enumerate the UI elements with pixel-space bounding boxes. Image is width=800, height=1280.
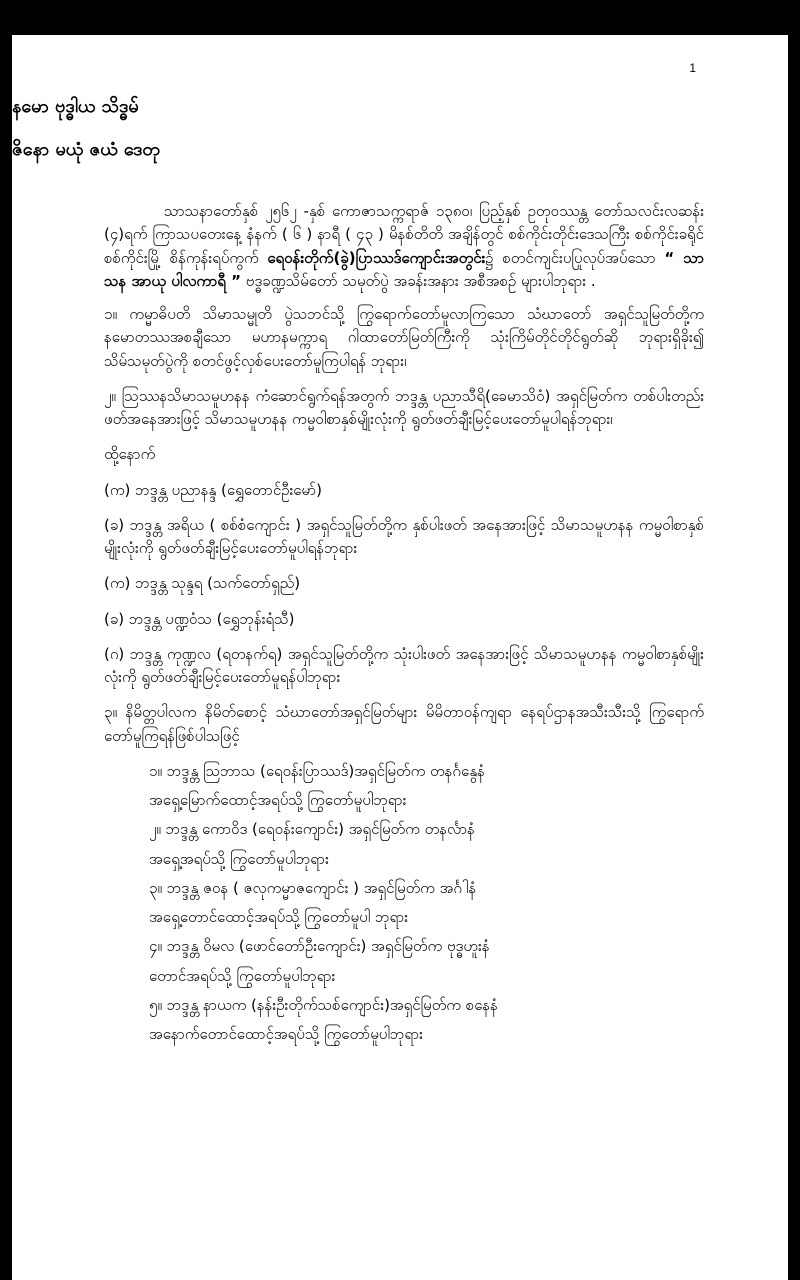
- title-block: [12, 93, 788, 165]
- page-number: 1: [689, 61, 696, 75]
- list-item: အရှေ့တောင်ထောင့်အရပ်သို့ ကြွတော်မူပါ ဘုရား: [149, 908, 409, 926]
- document-title-line-1: နမော ဗုဒ္ဓါယ သိဒ္ဓမ်: [12, 96, 139, 117]
- paragraph-2: ၂။ သြဿနသိမာသမူဟနန ကံဆောင်ရွက်ရန်အတွက် ဘဒ္ဒန္တ ပညာသီရိ(ခေမာသိဝံ) အရှင်မြတ်က တစ်ပါးတည်း ဖတ်အနေအားဖြင့် သိမာသမူဟနန ကမ္မဝါစာနှစ်မျိုးလုံးကို ရွတ်ဖတ်ချီးမြင့်ပေးတော်မူပါရန်ဘုရား၊: [104, 386, 704, 428]
- list-item: အနောက်တောင်ထောင့်အရပ်သို့ ကြွတော်မူပါဘုရား: [149, 1025, 423, 1043]
- document-page: [12, 35, 788, 1280]
- list-item: ၅။ ဘဒ္ဒန္တ နာယက (နန်းဦးတိုက်သစ်ကျောင်း)အရှင်မြတ်က စနေနံ: [149, 995, 498, 1014]
- intro-text-3: ဗဒ္ဓခဏ္ဍသိမ်တော် သမုတ်ပွဲ အခန်းအနား အစီအစဉ် များပါဘုရား .: [245, 271, 596, 290]
- paragraph-3: ၃။ နိမိတ္တပါလက နိမိတ်စောင့် သံဃာတော်အရှင်မြတ်များ မိမိတာဝန်ကျရာ နေရပ်ဌာနအသီးသီးသို့ ကြွရောက်တော်မူကြရန်ဖြစ်ပါသဖြင့်: [104, 703, 704, 745]
- then-label: ထို့နောက်: [104, 445, 156, 464]
- intro-text-1: သာသနာတော်နှစ် ၂၅၆၂ -နှစ် ကောဇာသက္ကရာဇ် ၁၃၈၀၊ ပြည့်နှစ် ဥတုဝဿန္တ တော်သလင်းလဆန်း (၄)ရက် ကြာသပတေးနေ့ နံနက် ( ၆ ) နာရီ ( ၄၃ ) မိနစ်တိတိ အချိန်တွင် စစ်ကိုင်းတိုင်းဒေသကြီး စစ်ကိုင်းခရိုင် စစ်ကိုင်းမြို့ စိန်ကုန်းရပ်ကွက်: [104, 202, 704, 267]
- item-ka-2: (က) ဘဒ္ဒန္တ သုန္ဒရ (သက်တော်ရှည်): [104, 574, 301, 593]
- item-ga: (ဂ) ဘဒ္ဒန္တ ကုဏ္ဍလ (ရတနက်ရ) အရှင်သူမြတ်တို့က သုံးပါးဖတ် အနေအားဖြင့် သိမာသမူဟနန ကမ္မဝါစာနှစ်မျိုးလုံးကို ရွတ်ဖတ်ချီးမြင့်ပေးတော်မူရန်ပါဘုရား: [104, 644, 704, 686]
- list-item: အရှေ့မြောက်ထောင့်အရပ်သို့ ကြွတော်မူပါဘုရား: [149, 791, 407, 809]
- list-item: အရှေ့အရပ်သို့ ကြွတော်မူပါဘုရား: [149, 849, 329, 868]
- list-item: ၃။ ဘဒ္ဒန္တ ဇဝန ( ဇလုကမ္မာဇကျောင်း ) အရှင်မြတ်က အင်္ဂါနံ: [149, 878, 477, 897]
- list-item: ၂။ ဘဒ္ဒန္တ ကောဝိဒ (ရေဝန်းကျောင်း) အရှင်မြတ်က တနင်္လာနံ: [149, 820, 475, 839]
- document-body: [104, 200, 704, 1052]
- list-item: တောင်အရပ်သို့ ကြွတော်မူပါဘုရား: [149, 966, 336, 985]
- list-item: ၄။ ဘဒ္ဒန္တ ဝိမလ (ဖောင်တော်ဦးကျောင်း) အရှင်မြတ်က ဗုဒ္ဓဟူးနံ: [149, 937, 490, 956]
- direction-list: [149, 760, 704, 1047]
- item-ka-1: (က) ဘဒ္ဒန္တ ပညာနန္ဒ (ရွှေတောင်ဦးမော်): [104, 480, 323, 499]
- item-kha-2: (ခ) ဘဒ္ဒန္တ ပဏ္ဍဝံသ (ရွှေဘုန်းရံသီ): [104, 609, 295, 628]
- intro-bold-location: ရေဝန်းတိုက်(ခွဲ)ပြာဿဒ်ကျောင်းအတွင်း: [267, 248, 486, 267]
- intro-text-2: ၌ စတင်ကျင်းပပြုလုပ်အပ်သော: [485, 248, 656, 267]
- paragraph-1: ၁။ ကမ္မာဓိပတိ သိမာသမ္မုတိ ပွဲသဘင်သို့ ကြွရောက်တော်မူလာကြသော သံဃာတော် အရှင်သူမြတ်တို့က နမောတဿအစချီသော မဟာနမက္ကာရ ဂါထာတော်မြတ်ကြီးကို သုံးကြိမ်တိုင်တိုင်ရွတ်ဆို ဘုရားရှိခိုး၍ သိမ်သမုတ်ပွဲကို စတင်ဖွင့်လှစ်ပေးတော်မူကြပါရန် ဘုရား၊: [104, 305, 704, 370]
- item-kha-1: (ခ) ဘဒ္ဒန္တ အရိယ ( စစ်စံကျောင်း ) အရှင်သူမြတ်တို့က နှစ်ပါးဖတ် အနေအားဖြင့် သိမာသမူဟနန ကမ္မဝါစာနှစ်မျိုးလုံးကို ရွတ်ဖတ်ချီးမြင့်ပေးတော်မူပါရန်ဘုရား: [104, 515, 704, 557]
- list-item: ၁။ ဘဒ္ဒန္တ သြဘာသ (ရေဝန်းပြာဿဒ်)အရှင်မြတ်က တနင်္ဂနွေနံ: [149, 761, 485, 780]
- document-title-line-2: ဇိနော မယုံ ဇယံ ဒေတု: [12, 138, 160, 160]
- intro-bold-name: “ သာသန အာယု ပါလကာရီ ”: [104, 248, 704, 290]
- intro-paragraph: [104, 200, 704, 293]
